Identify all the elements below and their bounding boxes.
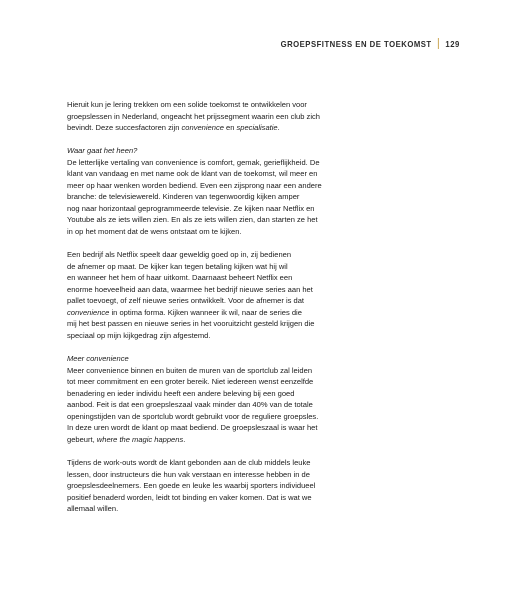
text-run: gebeurt,	[67, 434, 97, 444]
text-line: meer op haar wenken worden bediend. Even een zijsprong naar een andere	[67, 180, 322, 190]
text-run: in optima forma. Kijken wanneer ik wil, naar de series die	[109, 307, 302, 317]
text-line: speciaal op mijn kijkgedrag zijn afgestemd.	[67, 330, 211, 340]
emphasis-convenience: convenience	[181, 123, 224, 133]
text-line: de afnemer op maat. De kijker kan tegen betaling kijken wat hij wil	[67, 261, 288, 271]
paragraph-meer-convenience	[67, 353, 467, 445]
paragraph-intro	[67, 99, 467, 134]
text-line: mij het best passen en nieuwe series in het vooruitzicht gesteld krijgen die	[67, 319, 315, 329]
text-line: groepslessen in Nederland, ongeacht het prijssegment waarin een club zich	[67, 111, 320, 121]
text-line: positief benaderd worden, leidt tot binding en vaker komen. Dat is wat we	[67, 492, 312, 502]
text-run: en	[223, 123, 237, 133]
emphasis-convenience: convenience	[67, 307, 110, 317]
text-line: Hieruit kun je lering trekken om een solide toekomst te ontwikkelen voor	[67, 100, 307, 109]
text-line: en wanneer het hem of haar uitkomt. Daarnaast beheert Netflix een	[67, 273, 293, 283]
text-line: branche: de televisiewereld. Kinderen van tegenwoordig kijken amper	[67, 192, 300, 202]
text-line: klant van vandaag en met name ook de klant van de toekomst, wil meer en	[67, 169, 318, 179]
text-line: Meer convenience binnen en buiten de muren van de sportclub zal leiden	[67, 365, 313, 375]
text-line: nog naar horizontaal geprogrammeerde televisie. Ze kijken naar Netflix en	[67, 203, 315, 213]
subheading-meer-convenience: Meer convenience	[67, 354, 129, 364]
text-line: enorme hoeveelheid aan data, waarmee het bedrijf nieuwe series aan het	[67, 284, 313, 294]
subheading-waar-gaat-het-heen: Waar gaat het heen?	[67, 146, 138, 156]
text-line: In deze uren wordt de klant op maat bediend. De groepsleszaal is waar het	[67, 423, 318, 433]
paragraph-convenience	[67, 145, 467, 237]
emphasis-magic: where the magic happens	[96, 434, 184, 444]
chapter-title: GROEPSFITNESS EN DE TOEKOMST	[280, 38, 432, 49]
text-line: in op het moment dat de wens ontstaat om te kijken.	[67, 227, 242, 237]
running-header	[281, 38, 460, 49]
body-text	[67, 99, 467, 515]
text-line: groepslesdeelnemers. Een goede en leuke les waarbij sporters individueel	[67, 481, 316, 491]
text-line: tot meer commitment en een groter bereik. Niet iedereen wenst eenzelfde	[67, 377, 314, 387]
text-line: De letterlijke vertaling van convenience is comfort, gemak, gerieflijkheid. De	[67, 157, 320, 167]
text-line	[67, 122, 467, 134]
text-line: Tijdens de work-outs wordt de klant gebonden aan de club middels leuke	[67, 457, 311, 467]
text-line	[67, 307, 467, 319]
text-line: benadering en ieder individu heeft een andere beleving bij een goed	[67, 388, 295, 398]
text-line	[67, 434, 467, 446]
text-line: lessen, door instructeurs die hun vak verstaan en interesse hebben in de	[67, 469, 310, 479]
text-line: pallet toevoegt, of zelf nieuwe series ontwikkelt. Voor de afnemer is dat	[67, 296, 305, 306]
text-line: Een bedrijf als Netflix speelt daar geweldig goed op in, zij bedienen	[67, 250, 292, 260]
text-line: aanbod. Feit is dat een groepsleszaal vaak minder dan 40% van de totale	[67, 400, 313, 410]
paragraph-workouts	[67, 457, 467, 515]
text-run: .	[277, 123, 280, 133]
paragraph-netflix	[67, 249, 467, 341]
header-separator	[438, 38, 439, 49]
text-line: allemaal willen.	[67, 504, 119, 514]
text-line: openingstijden van de sportclub wordt gebruikt voor de reguliere groepsles.	[67, 411, 319, 421]
text-run: bevindt. Deze succesfactoren zijn	[67, 123, 182, 133]
text-line: Youtube als ze iets willen zien. En als ze iets willen zien, dan starten ze het	[67, 215, 318, 225]
text-run: .	[183, 434, 186, 444]
emphasis-specialisatie: specialisatie	[236, 123, 278, 133]
page-number: 129	[445, 38, 460, 49]
